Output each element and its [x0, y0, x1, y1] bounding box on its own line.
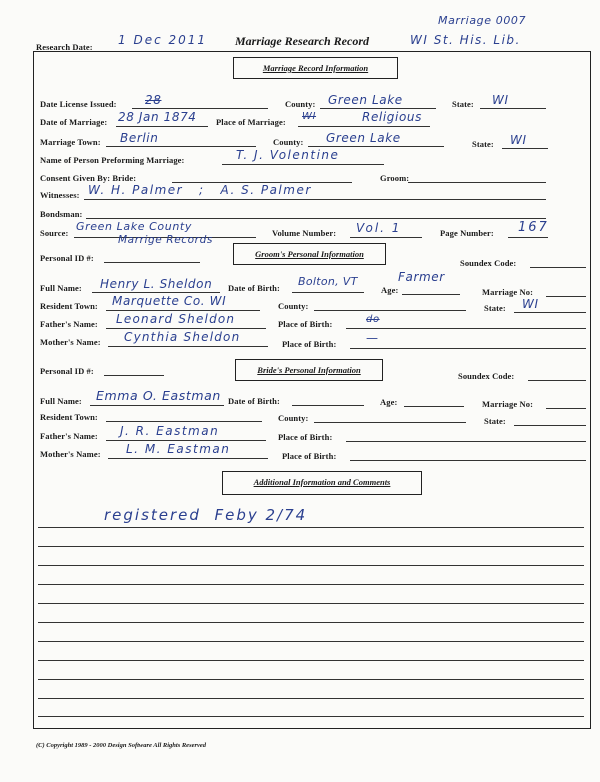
page-line [508, 237, 548, 238]
groom-state-value: WI [522, 297, 539, 311]
page-label: Page Number: [440, 228, 494, 238]
groom-dob-line [292, 292, 364, 293]
bride-mother-line [108, 458, 268, 459]
bride-father-line [106, 440, 266, 441]
groom-soundex-label: Soundex Code: [460, 258, 517, 268]
groom-father-value: Leonard Sheldon [116, 312, 236, 326]
marriage-town-line [106, 146, 256, 147]
bride-full-name-line [90, 405, 224, 406]
research-date-value: 1 Dec 2011 [118, 33, 208, 47]
source-label: Source: [40, 228, 69, 238]
comment-line [38, 622, 584, 623]
state2-line [502, 148, 548, 149]
marriage-town-value: Berlin [120, 131, 159, 145]
bondsman-label: Bondsman: [40, 209, 83, 219]
state2-label: State: [472, 139, 494, 149]
bride-full-name-value: Emma O. Eastman [96, 388, 221, 403]
copyright-notice: (C) Copyright 1989 - 2000 Design Software All Rights Reserved [36, 742, 207, 749]
groom-dob-label: Date of Birth: [228, 283, 280, 293]
groom-mother-label: Mother's Name: [40, 337, 101, 347]
bride-section-header [235, 359, 383, 381]
comment-line [38, 716, 584, 717]
state-label: State: [452, 99, 474, 109]
date-license-label: Date License Issued: [40, 99, 117, 109]
place-marriage-line [298, 126, 430, 127]
groom-mother-birth-line [350, 348, 586, 349]
date-marriage-value: 28 Jan 1874 [118, 110, 197, 124]
witnesses-label: Witnesses: [40, 190, 80, 200]
groom-personal-id-line [104, 262, 200, 263]
comment-line [38, 565, 584, 566]
place-marriage-struck: WI [302, 111, 317, 122]
officiant-label: Name of Person Preforming Marriage: [40, 155, 185, 165]
date-marriage-label: Date of Marriage: [40, 117, 108, 127]
comments-section-title: Additional Information and Comments [253, 477, 391, 487]
comments-section-header [222, 471, 422, 495]
bondsman-line [86, 218, 546, 219]
groom-age-value: Farmer [398, 270, 445, 284]
state-line [480, 108, 546, 109]
comment-line [38, 679, 584, 680]
bride-state-line [514, 425, 586, 426]
groom-section-title: Groom's Personal Information [255, 249, 364, 259]
groom-state-label: State: [484, 303, 506, 313]
bride-marriage-no-line [546, 408, 586, 409]
groom-age-line [402, 294, 460, 295]
volume-label: Volume Number: [272, 228, 337, 238]
groom-state-line [514, 312, 586, 313]
marriage-town-label: Marriage Town: [40, 137, 101, 147]
comment-line [38, 546, 584, 547]
repository-note: WI St. His. Lib. [410, 33, 521, 47]
comment-line [38, 527, 584, 528]
source-value-1: Green Lake County [76, 220, 192, 233]
bride-soundex-line [528, 380, 586, 381]
bride-full-name-label: Full Name: [40, 396, 82, 406]
county-line [320, 108, 436, 109]
bride-marriage-no-label: Marriage No: [482, 399, 533, 409]
groom-father-line [106, 328, 266, 329]
bride-state-label: State: [484, 416, 506, 426]
bride-father-value: J. R. Eastman [120, 424, 220, 438]
groom-residence-value: Marquette Co. WI [112, 294, 227, 308]
groom-full-name-label: Full Name: [40, 283, 82, 293]
bride-father-birth-line [346, 441, 586, 442]
volume-line [350, 237, 422, 238]
comment-line [38, 698, 584, 699]
witnesses-line [84, 199, 546, 200]
volume-value: Vol. 1 [356, 221, 402, 235]
source-value-2: Marrige Records [118, 234, 213, 246]
bride-mother-label: Mother's Name: [40, 449, 101, 459]
bride-dob-line [292, 405, 364, 406]
bride-county-line [314, 422, 466, 423]
date-license-line [132, 108, 268, 109]
county-label: County: [285, 99, 316, 109]
officiant-value: T. J. Volentine [236, 148, 340, 162]
groom-county-line [314, 310, 466, 311]
date-license-value: 28 [145, 93, 162, 107]
bride-personal-id-label: Personal ID #: [40, 366, 94, 376]
bride-mother-value: L. M. Eastman [126, 442, 231, 456]
marriage-section-title: Marriage Record Information [262, 63, 369, 73]
bride-soundex-label: Soundex Code: [458, 371, 515, 381]
bride-age-label: Age: [380, 397, 398, 407]
groom-marriage-no-label: Marriage No: [482, 287, 533, 297]
groom-father-label: Father's Name: [40, 319, 98, 329]
form-title: Marriage Research Record [235, 34, 369, 48]
groom-mother-value: Cynthia Sheldon [124, 330, 241, 344]
groom-county-label: County: [278, 301, 309, 311]
date-marriage-line [116, 126, 208, 127]
groom-age-label: Age: [381, 285, 399, 295]
bride-mother-birth-line [350, 460, 586, 461]
bride-section-title: Bride's Personal Information [257, 365, 361, 375]
county2-line [308, 146, 444, 147]
research-date-label: Research Date: [36, 42, 93, 52]
groom-soundex-line [530, 267, 586, 268]
comment-line [38, 584, 584, 585]
state2-value: WI [510, 133, 527, 147]
corner-note: Marriage 0007 [438, 14, 527, 27]
place-marriage-value: Religious [362, 110, 422, 124]
county2-value: Green Lake [326, 131, 401, 145]
page-value: 167 [518, 220, 549, 235]
consent-label: Consent Given By: Bride: [40, 173, 137, 183]
state-value: WI [492, 93, 509, 107]
bride-residence-line [106, 421, 262, 422]
county2-label: County: [273, 137, 304, 147]
groom-father-birth-label: Place of Birth: [278, 319, 333, 329]
comment-line [38, 603, 584, 604]
bride-county-label: County: [278, 413, 309, 423]
groom-marriage-no-line [546, 296, 586, 297]
comment-line [38, 660, 584, 661]
bride-dob-label: Date of Birth: [228, 396, 280, 406]
bride-age-line [404, 406, 464, 407]
groom-mother-birth-label: Place of Birth: [282, 339, 337, 349]
groom-residence-label: Resident Town: [40, 301, 98, 311]
bride-mother-birth-label: Place of Birth: [282, 451, 337, 461]
county-value: Green Lake [328, 93, 403, 107]
groom-section-header [233, 243, 386, 265]
groom-mother-birth-value: — [366, 331, 379, 345]
groom-full-name-value: Henry L. Sheldon [100, 277, 213, 291]
groom-mother-line [108, 346, 268, 347]
groom-residence-line [106, 310, 260, 311]
bride-residence-label: Resident Town: [40, 412, 98, 422]
groom-dob-value: Bolton, VT [298, 275, 358, 288]
witnesses-value: W. H. Palmer ; A. S. Palmer [88, 183, 312, 197]
bride-personal-id-line [104, 375, 164, 376]
comments-note: registered Feby 2/74 [104, 506, 308, 524]
groom-personal-id-label: Personal ID #: [40, 253, 94, 263]
bride-father-birth-label: Place of Birth: [278, 432, 333, 442]
groom-father-birth-line [346, 328, 586, 329]
place-marriage-label: Place of Marriage: [216, 117, 286, 127]
groom-father-birth-value: do [366, 314, 380, 325]
marriage-section-header [233, 57, 398, 79]
consent-groom-line [408, 182, 546, 183]
bride-father-label: Father's Name: [40, 431, 98, 441]
comment-line [38, 641, 584, 642]
groom-label: Groom: [380, 173, 410, 183]
groom-full-name-line [92, 292, 220, 293]
officiant-line [222, 164, 384, 165]
